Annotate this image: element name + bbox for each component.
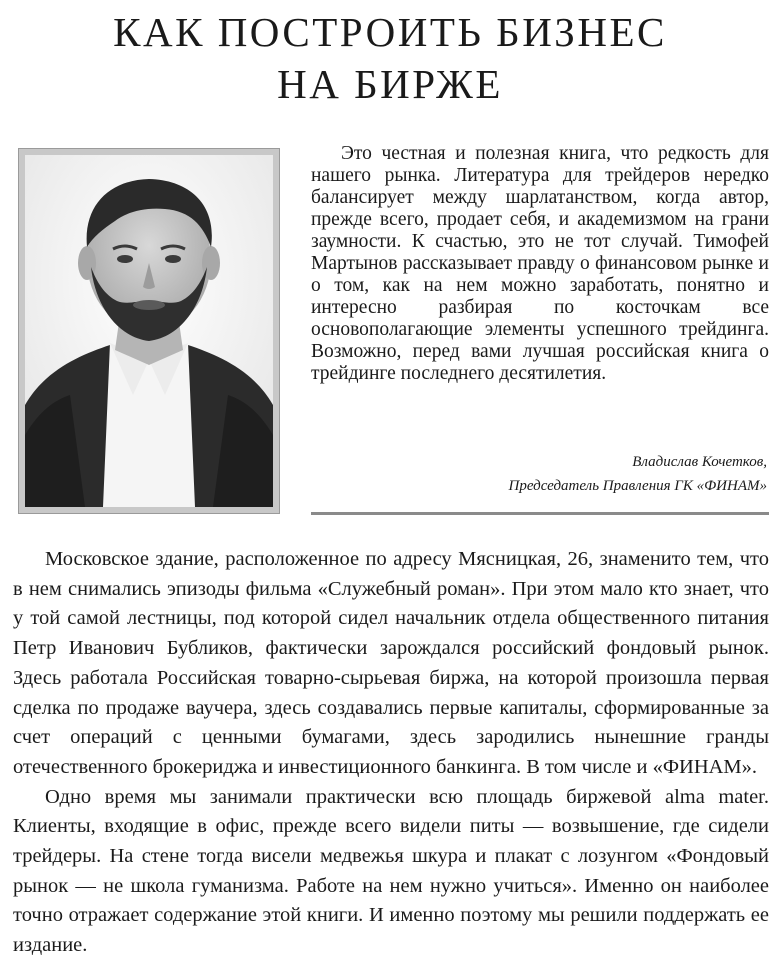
- page-title: [0, 6, 780, 110]
- testimonial-author-position: Председатель Правления ГК «ФИНАМ»: [508, 478, 767, 494]
- testimonial-text: Это честная и полезная книга, что редкость для нашего рынка. Литература для трейдеров нередко балансирует между шарлатанством, когда автор, прежде всего, продает себя, и академизмом на грани заумности. К счастью, это не тот случай. Тимофей Мартынов рассказывает правду о финансовом рынке и о том, как на нем можно заработать, понятно и интересно разбирая по косточкам все основополагающие элементы успешного трейдинга. Возможно, перед вами лучшая российская книга о трейдинге последнего десятилетия.: [311, 143, 769, 384]
- portrait-photo: [25, 155, 273, 507]
- portrait-photo-frame: [18, 148, 280, 514]
- page-title-line-2: НА БИРЖЕ: [277, 61, 503, 107]
- foreword-paragraph-1: Московское здание, расположенное по адресу Мясницкая, 26, знаменито тем, что в нем снимались эпизоды фильма «Служебный роман». При этом мало кто знает, что у той самой лестницы, под которой сидел начальник отдела общественного питания Петр Иванович Бубликов, фактически зарождался российский фондовый рынок. Здесь работала Российская товарно-сырьевая биржа, на которой произошла первая сделка по продаже ваучера, здесь создавались первые капиталы, сформированные за счет операций с ценными бумагами, здесь зародились нынешние гранды отечественного брокериджа и инвестиционного банкинга. В том числе и «ФИНАМ».: [13, 548, 769, 778]
- foreword-text: [13, 545, 769, 961]
- testimonial-quote: [311, 143, 769, 385]
- foreword-paragraph-2: Одно время мы занимали практически всю площадь биржевой alma mater. Клиенты, входящие в офис, прежде всего видели питы — возвышение, где сидели трейдеры. На стене тогда висели медвежья шкура и плакат с лозунгом «Фондовый рынок — не школа гуманизма. Работе на нем нужно учиться». Именно он наиболее точно отражает содержание этой книги. И именно поэтому мы решили поддержать ее издание.: [13, 785, 769, 957]
- testimonial-signature: [509, 450, 767, 498]
- page-title-line-1: КАК ПОСТРОИТЬ БИЗНЕС: [113, 9, 667, 55]
- testimonial-author: Владислав Кочетков,: [632, 454, 767, 470]
- section-divider: [311, 512, 769, 515]
- portrait-illustration: [25, 155, 273, 507]
